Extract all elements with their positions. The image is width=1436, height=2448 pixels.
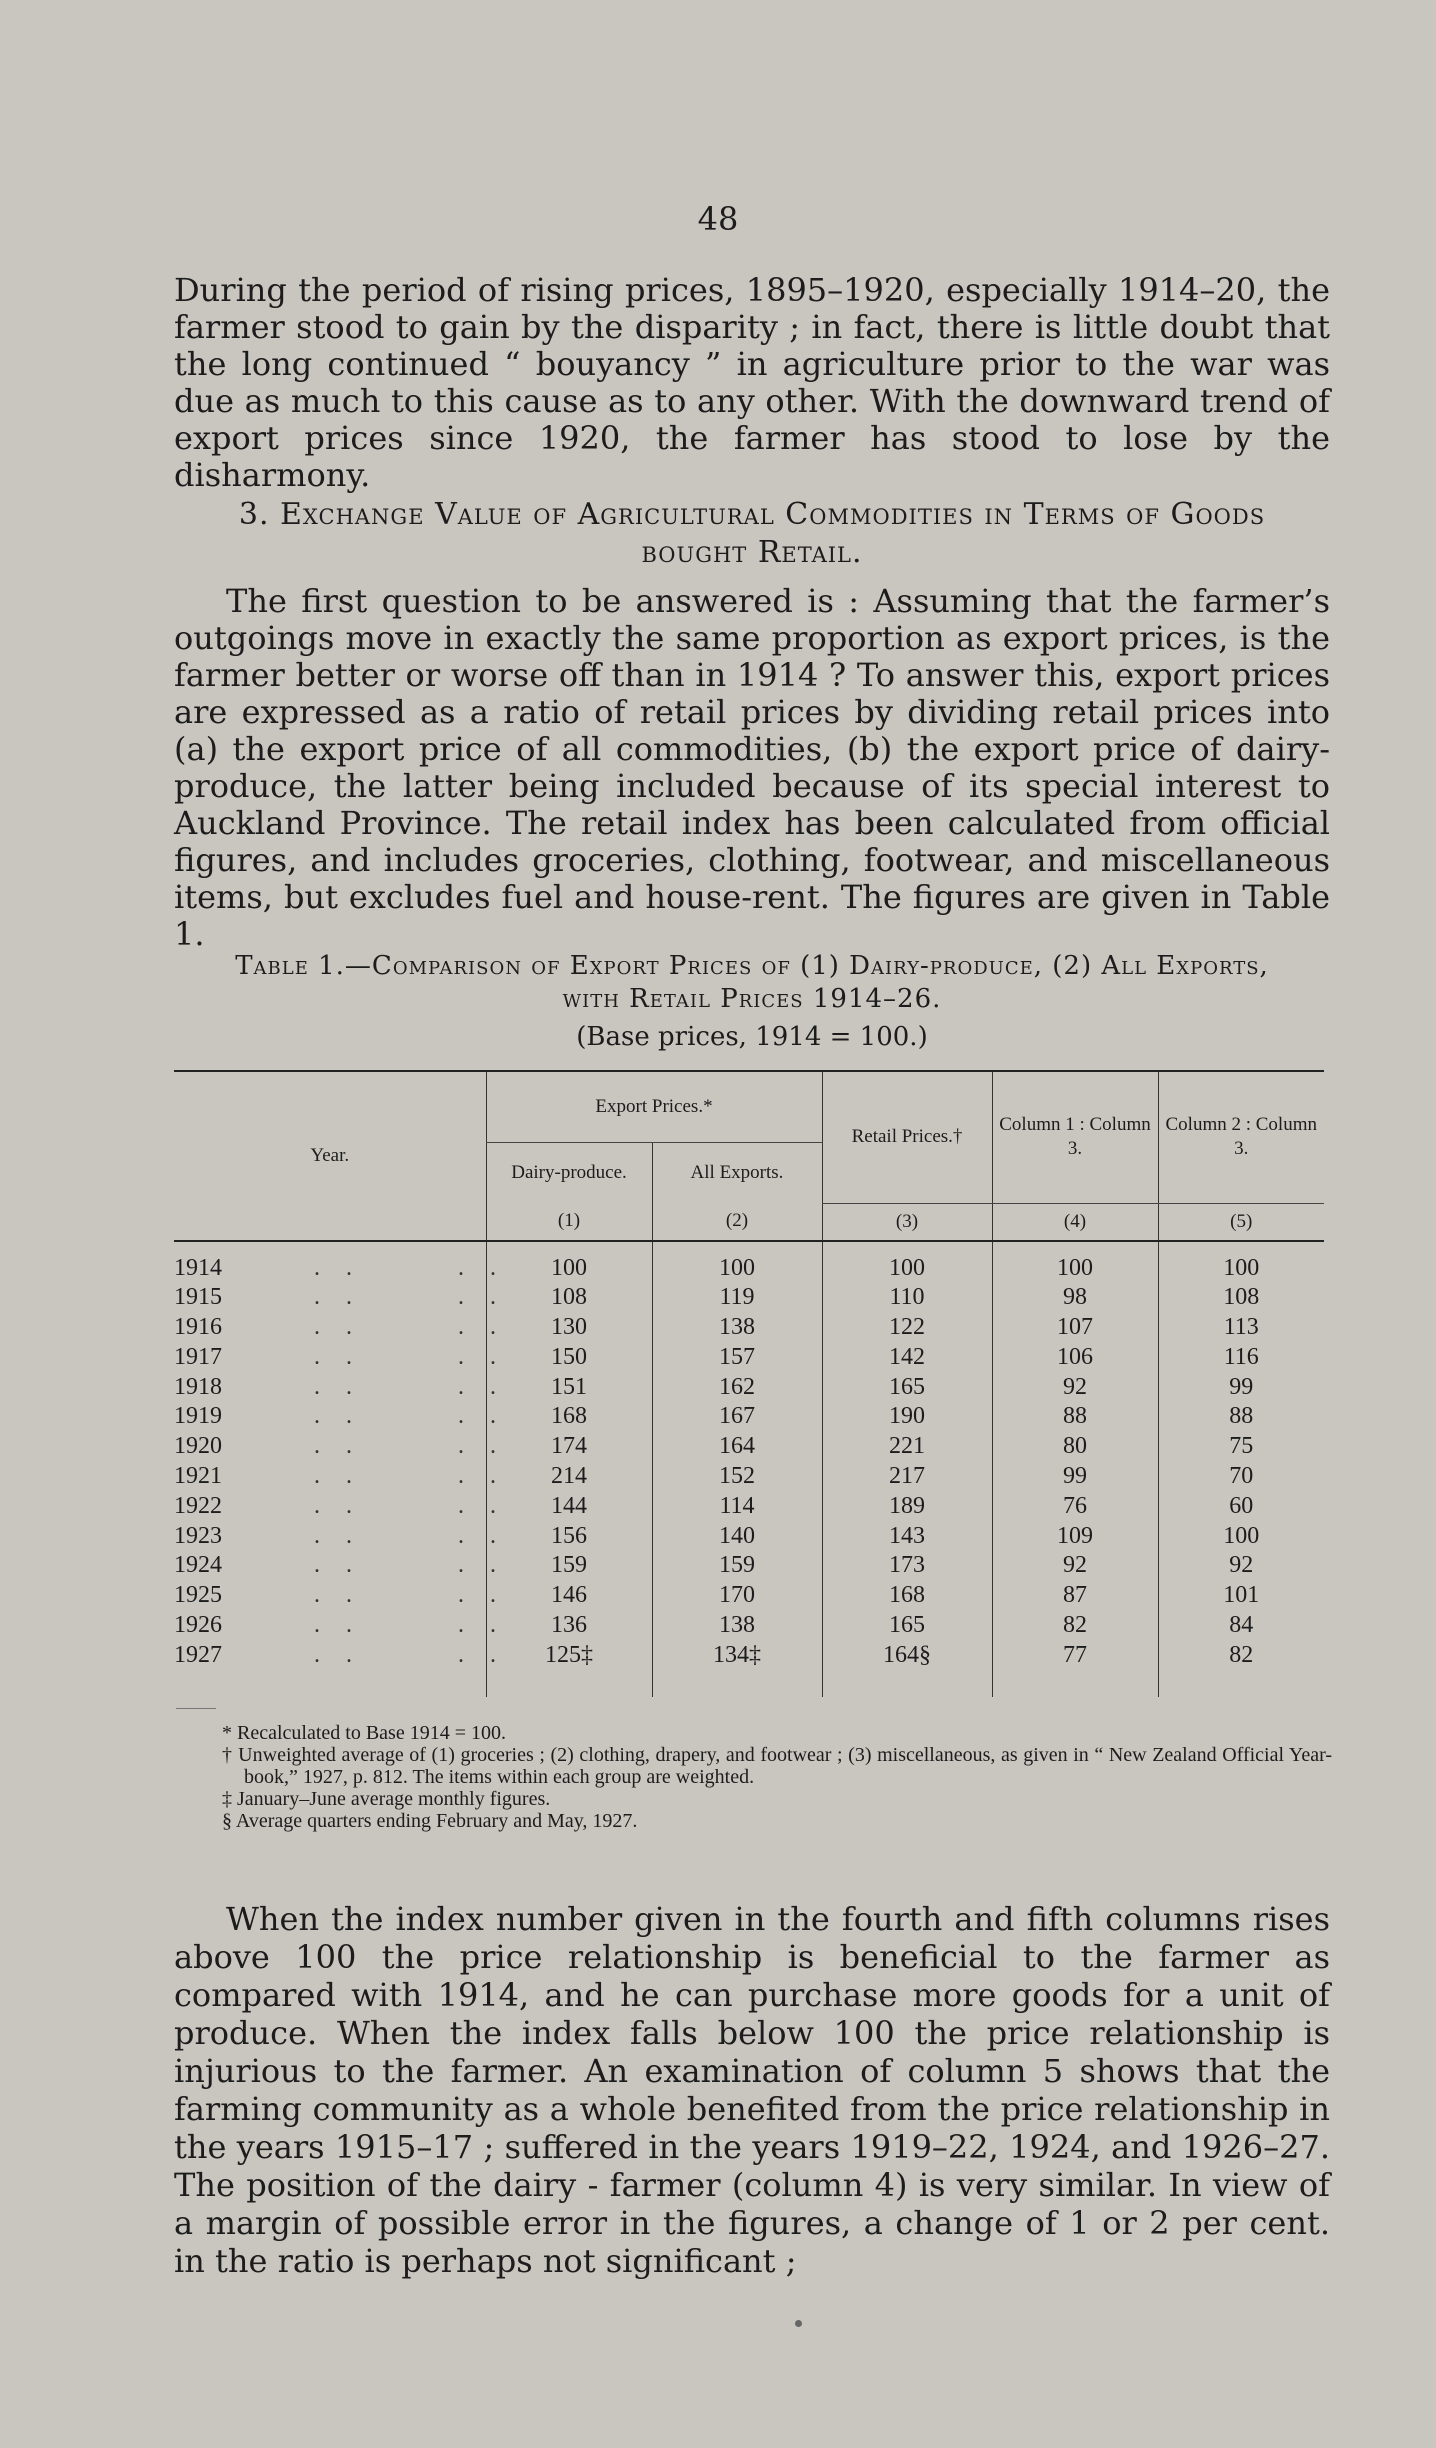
year-label: 1914 [174,1254,222,1281]
cell-column-5: 108 [1158,1283,1324,1313]
cell-all-exports: 100 [652,1254,822,1284]
paragraph-analysis: When the index number given in the fourth and fifth columns rises above 100 the price relationship is beneficial to the farmer as compared with 1914, and he can purchase more goods for a unit of produce. When the index falls below 100 the price relationship is injurious to the farmer. An examination of column 5 shows that the farming community as a whole benefited from the price relationship in the years 1915–17 ; suffered in the years 1919–22, 1924, and 1926–27. The position of the dairy - farmer (column 4) is very similar. In view of a margin of possible error in the figures, a change of 1 or 2 per cent. in the ratio is perhaps not significant ; [174,1900,1330,2280]
cell-year [174,1343,506,1373]
table-row [174,1313,1324,1343]
cell-all-exports: 162 [652,1373,822,1403]
table-row [174,1343,1324,1373]
cell-dairy: 150 [486,1343,652,1373]
header-column-4: Column 1 : Column 3. [992,1071,1158,1203]
cell-column-5: 75 [1158,1432,1324,1462]
table-caption-line2: with Retail Prices 1914–26. [562,984,942,1014]
price-comparison-table [174,1070,1324,1697]
year-label: 1915 [174,1284,222,1311]
cell-all-exports: 157 [652,1343,822,1373]
leader-dots: . . . . [314,1314,506,1341]
table-row [174,1551,1324,1581]
cell-retail: 190 [822,1402,992,1432]
year-label: 1920 [174,1433,222,1460]
cell-all-exports: 140 [652,1522,822,1552]
cell-retail: 221 [822,1432,992,1462]
table-caption [174,950,1330,1016]
cell-all-exports: 138 [652,1313,822,1343]
column-number: (5) [1158,1203,1324,1241]
cell-all-exports: 152 [652,1462,822,1492]
table-row [174,1492,1324,1522]
column-number: (2) [652,1203,822,1241]
section-heading [174,496,1330,572]
cell-retail: 100 [822,1254,992,1284]
cell-column-4: 76 [992,1492,1158,1522]
cell-retail: 122 [822,1313,992,1343]
table-row [174,1432,1324,1462]
section-heading-line1: 3. Exchange Value of Agricultural Commodities in Terms of Goods [238,497,1266,532]
cell-column-4: 92 [992,1373,1158,1403]
paragraph-intro: During the period of rising prices, 1895–1920, especially 1914–20, the farmer stood to gain by the disparity ; in fact, there is little doubt that the long continued “ bouyancy ” in agriculture prior to the war was due as much to this cause as to any other. With the downward trend of export prices since 1920, the farmer has stood to lose by the disharmony. [174,271,1330,494]
header-retail-prices: Retail Prices.† [822,1071,992,1203]
cell-retail: 142 [822,1343,992,1373]
page-number: 48 [697,200,739,238]
column-number: (3) [822,1203,992,1241]
header-year: Year. [174,1071,486,1241]
cell-year [174,1492,506,1522]
year-label: 1927 [174,1641,222,1668]
cell-all-exports: 119 [652,1283,822,1313]
cell-column-5: 99 [1158,1373,1324,1403]
table-base-note: (Base prices, 1914 = 100.) [576,1022,928,1052]
cell-retail: 110 [822,1283,992,1313]
header-dairy-produce: Dairy-produce. [486,1143,652,1204]
header-export-prices: Export Prices.* [486,1071,822,1143]
leader-dots: . . . . [314,1284,506,1311]
leader-dots: . . . . [314,1582,506,1609]
cell-dairy: 159 [486,1551,652,1581]
cell-year [174,1432,506,1462]
cell-year [174,1641,506,1671]
leader-dots: . . . . [314,1433,506,1460]
cell-dairy: 136 [486,1611,652,1641]
cell-year [174,1611,506,1641]
footnote: † Unweighted average of (1) groceries ; (2) clothing, drapery, and footwear ; (3) miscellaneous, as given in “ New Zealand Official Year-book,” 1927, p. 812. The items within each group are weighted. [222,1744,1332,1788]
cell-column-4: 92 [992,1551,1158,1581]
cell-retail: 165 [822,1373,992,1403]
leader-dots: . . . . [314,1463,506,1490]
year-label: 1926 [174,1612,222,1639]
paragraph-question: The first question to be answered is : Assuming that the farmer’s outgoings move in exactly the same proportion as export prices, is the farmer better or worse off than in 1914 ? To answer this, export prices are expressed as a ratio of retail prices by dividing retail prices into (a) the export price of all commodities, (b) the export price of dairy-produce, the latter being included because of its special interest to Auckland Province. The retail index has been calculated from official figures, and includes groceries, clothing, footwear, and miscellaneous items, but excludes fuel and house-rent. The figures are given in Table 1. [174,582,1330,953]
cell-retail: 165 [822,1611,992,1641]
cell-retail: 164§ [822,1641,992,1671]
table-row [174,1254,1324,1284]
cell-all-exports: 170 [652,1581,822,1611]
cell-retail: 143 [822,1522,992,1552]
column-number: (1) [486,1203,652,1241]
cell-dairy: 156 [486,1522,652,1552]
footnote-rule [176,1708,216,1709]
header-all-exports: All Exports. [652,1143,822,1204]
cell-dairy: 125‡ [486,1641,652,1671]
cell-column-5: 92 [1158,1551,1324,1581]
cell-dairy: 130 [486,1313,652,1343]
cell-year [174,1313,506,1343]
table-row [174,1373,1324,1403]
cell-dairy: 214 [486,1462,652,1492]
cell-column-5: 82 [1158,1641,1324,1671]
footnotes [222,1722,1332,1832]
leader-dots: . . . . [314,1403,506,1430]
footnote: * Recalculated to Base 1914 = 100. [222,1722,506,1744]
cell-dairy: 146 [486,1581,652,1611]
cell-column-4: 88 [992,1402,1158,1432]
cell-year [174,1462,506,1492]
cell-column-5: 84 [1158,1611,1324,1641]
paper-speck [795,2320,802,2327]
cell-column-4: 106 [992,1343,1158,1373]
cell-all-exports: 164 [652,1432,822,1462]
cell-column-5: 88 [1158,1402,1324,1432]
cell-column-5: 101 [1158,1581,1324,1611]
cell-column-4: 80 [992,1432,1158,1462]
year-label: 1925 [174,1582,222,1609]
cell-year [174,1283,506,1313]
cell-column-4: 82 [992,1611,1158,1641]
year-label: 1917 [174,1343,222,1370]
cell-dairy: 100 [486,1254,652,1284]
header-column-5: Column 2 : Column 3. [1158,1071,1324,1203]
table-body [174,1241,1324,1697]
cell-all-exports: 138 [652,1611,822,1641]
cell-dairy: 144 [486,1492,652,1522]
cell-column-5: 100 [1158,1522,1324,1552]
leader-dots: . . . . [314,1343,506,1370]
cell-dairy: 168 [486,1402,652,1432]
cell-all-exports: 114 [652,1492,822,1522]
cell-column-4: 100 [992,1254,1158,1284]
table-row [174,1402,1324,1432]
cell-column-4: 77 [992,1641,1158,1671]
cell-column-4: 87 [992,1581,1158,1611]
cell-dairy: 174 [486,1432,652,1462]
cell-retail: 217 [822,1462,992,1492]
leader-dots: . . . . [314,1522,506,1549]
year-label: 1916 [174,1314,222,1341]
cell-year [174,1373,506,1403]
table-row [174,1641,1324,1671]
footnote: ‡ January–June average monthly figures. [222,1788,551,1810]
year-label: 1924 [174,1552,222,1579]
table-row [174,1522,1324,1552]
cell-column-4: 98 [992,1283,1158,1313]
cell-all-exports: 134‡ [652,1641,822,1671]
cell-column-5: 113 [1158,1313,1324,1343]
cell-column-4: 107 [992,1313,1158,1343]
cell-column-5: 70 [1158,1462,1324,1492]
table-row [174,1283,1324,1313]
leader-dots: . . . . [314,1492,506,1519]
cell-year [174,1581,506,1611]
cell-column-5: 100 [1158,1254,1324,1284]
cell-year [174,1402,506,1432]
cell-all-exports: 159 [652,1551,822,1581]
cell-year [174,1551,506,1581]
cell-column-4: 99 [992,1462,1158,1492]
footnote: § Average quarters ending February and May, 1927. [222,1810,638,1832]
table-row [174,1611,1324,1641]
cell-retail: 168 [822,1581,992,1611]
cell-column-5: 116 [1158,1343,1324,1373]
leader-dots: . . . . [314,1641,506,1668]
year-label: 1921 [174,1463,222,1490]
cell-year [174,1254,506,1284]
table-caption-line1: Table 1.—Comparison of Export Prices of (1) Dairy-produce, (2) All Exports, [235,951,1269,981]
section-heading-line2: bought Retail. [641,535,863,570]
table-row [174,1462,1324,1492]
leader-dots: . . . . [314,1612,506,1639]
leader-dots: . . . . [314,1552,506,1579]
cell-year [174,1522,506,1552]
leader-dots: . . . . [314,1373,506,1400]
cell-retail: 189 [822,1492,992,1522]
cell-all-exports: 167 [652,1402,822,1432]
cell-column-4: 109 [992,1522,1158,1552]
year-label: 1918 [174,1373,222,1400]
cell-dairy: 108 [486,1283,652,1313]
year-label: 1919 [174,1403,222,1430]
cell-dairy: 151 [486,1373,652,1403]
table-row [174,1581,1324,1611]
year-label: 1922 [174,1492,222,1519]
year-label: 1923 [174,1522,222,1549]
cell-retail: 173 [822,1551,992,1581]
column-number: (4) [992,1203,1158,1241]
cell-column-5: 60 [1158,1492,1324,1522]
leader-dots: . . . . [314,1254,506,1281]
